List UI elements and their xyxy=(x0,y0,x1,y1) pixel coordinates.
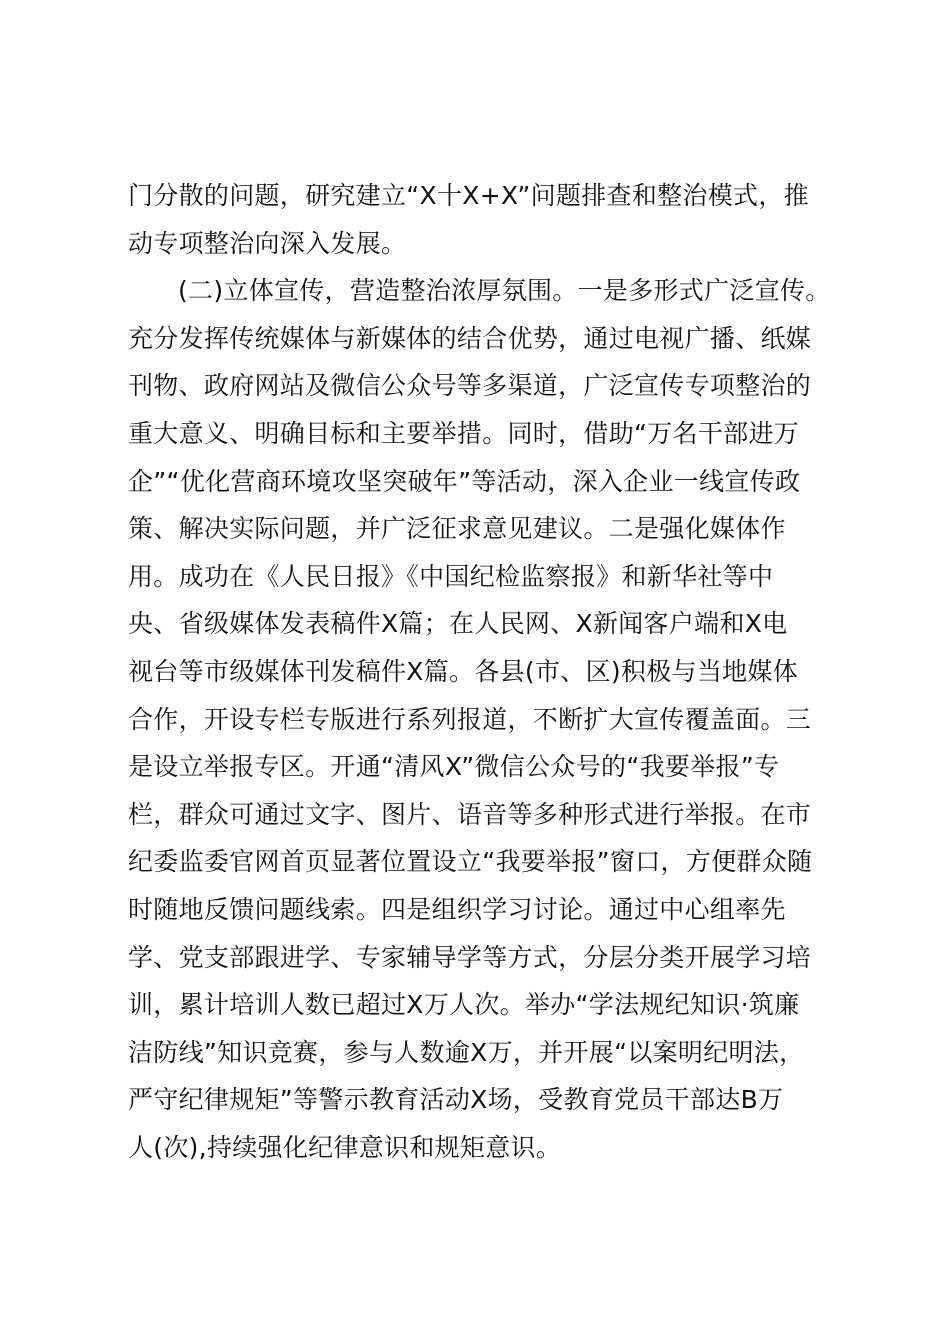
text-line-13: 是设立举报专区。开通“清风X”微信公众号的“我要举报”专 xyxy=(128,752,780,782)
text-line-2: 动专项整治向深入发展。 xyxy=(128,228,407,258)
text-line-4: 充分发挥传统媒体与新媒体的结合优势，通过电视广播、纸媒 xyxy=(128,323,812,353)
text-line-19: 洁防线”知识竞赛，参与人数逾X万，并开展“以案明纪明法， xyxy=(128,1037,805,1067)
text-line-17: 学、党支部跟进学、专家辅导学等方式，分层分类开展学习培 xyxy=(128,942,812,972)
text-line-21: 人(次),持续强化纪律意识和规矩意识。 xyxy=(128,1132,562,1162)
text-line-10: 央、省级媒体发表稿件X篇；在人民网、X新闻客户端和X电 xyxy=(128,609,788,639)
text-line-7: 企”“优化营商环境攻坚突破年”等活动，深入企业一线宣传政 xyxy=(128,466,801,496)
text-line-6: 重大意义、明确目标和主要举措。同时，借助“万名干部进万 xyxy=(128,418,800,448)
text-line-12: 合作，开设专栏专版进行系列报道，不断扩大宣传覆盖面。三 xyxy=(128,704,812,734)
text-line-14: 栏，群众可通过文字、图片、语音等多种形式进行举报。在市 xyxy=(128,799,812,829)
text-line-9: 用。成功在《人民日报》《中国纪检监察报》和新华社等中 xyxy=(128,561,774,591)
text-line-11: 视台等市级媒体刊发稿件X篇。各县(市、区)积极与当地媒体 xyxy=(128,656,799,686)
text-line-1: 门分散的问题，研究建立“X十X+X”问题排查和整治模式，推 xyxy=(128,181,809,210)
body-text xyxy=(128,172,831,1171)
section-heading-line: (二)立体宣传，营造整治浓厚氛围。一是多形式广泛宣传。 xyxy=(178,276,831,306)
text-line-20: 严守纪律规矩”等警示教育活动X场，受教育党员干部达B万 xyxy=(128,1085,784,1115)
text-line-15: 纪委监委官网首页显著位置设立“我要举报”窗口，方便群众随 xyxy=(128,847,813,877)
text-line-5: 刊物、政府网站及微信公众号等多渠道，广泛宣传专项整治的 xyxy=(128,371,812,401)
text-line-18: 训，累计培训人数已超过X万人次。举办“学法规纪知识·筑廉 xyxy=(128,990,800,1020)
text-line-16: 时随地反馈问题线索。四是组织学习讨论。通过中心组率先 xyxy=(128,894,786,924)
text-line-8: 策、解决实际问题，并广泛征求意见建议。二是强化媒体作 xyxy=(128,514,786,544)
